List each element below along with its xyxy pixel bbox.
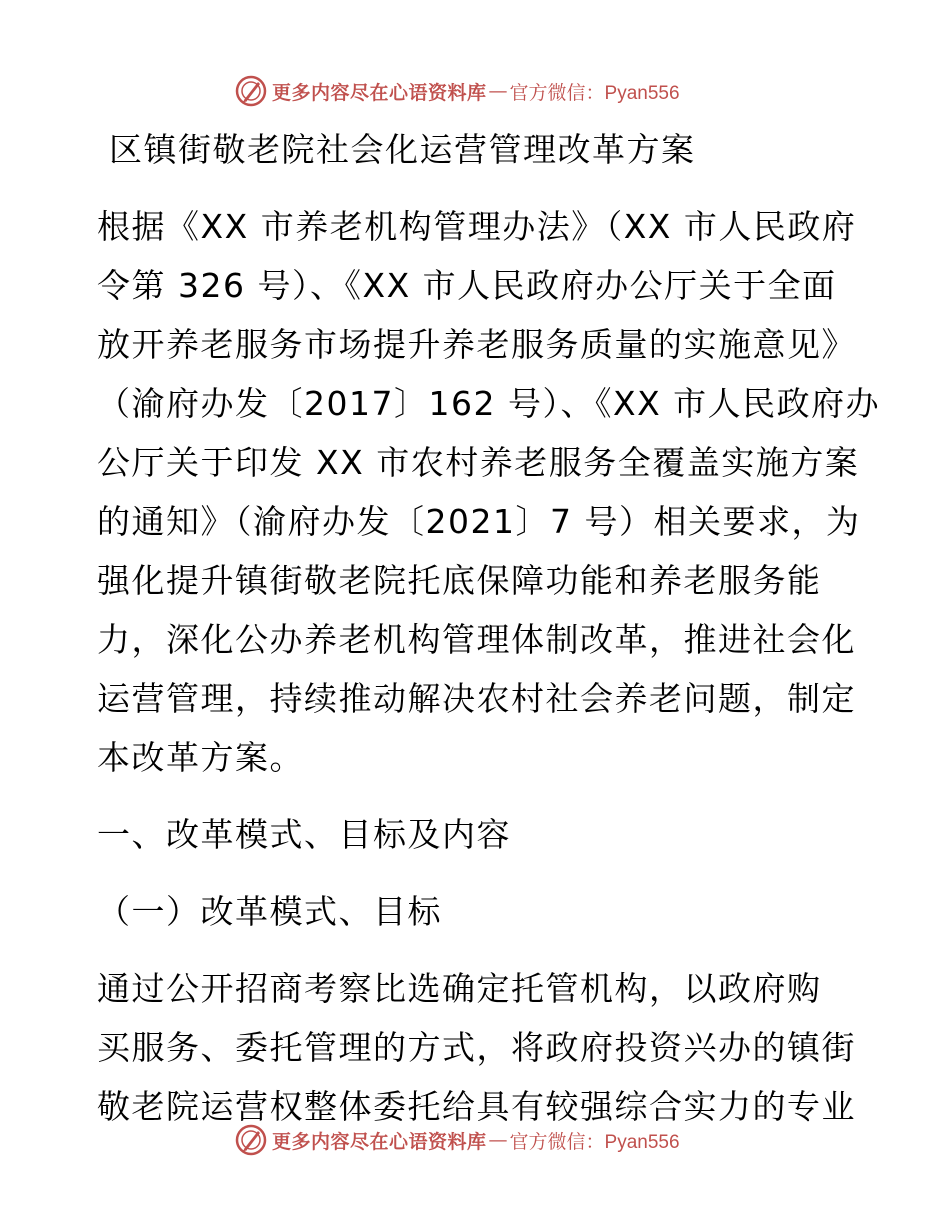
paragraph-line: 本改革方案。	[97, 738, 304, 777]
paragraph-line: 力，深化公办养老机构管理体制改革，推进社会化	[97, 620, 856, 659]
paragraph-line: 通过公开招商考察比选确定托管机构，以政府购	[97, 969, 822, 1008]
subsection-heading: （一）改革模式、目标	[97, 892, 442, 931]
document-body	[97, 120, 881, 1136]
watermark-contact: 官方微信：Pyan556	[509, 82, 680, 104]
watermark-separator: —	[488, 80, 508, 102]
paragraph-intro	[97, 197, 881, 787]
section-heading: 一、改革模式、目标及内容	[97, 815, 511, 854]
paragraph-line: 敬老院运营权整体委托给具有较强综合实力的专业	[97, 1087, 856, 1126]
watermark-header	[234, 72, 680, 110]
watermark-text: 更多内容尽在心语资料库	[272, 81, 487, 104]
document-title: 区镇街敬老院社会化运营管理改革方案	[109, 130, 696, 169]
paragraph-line: 买服务、委托管理的方式，将政府投资兴办的镇街	[97, 1028, 856, 1067]
paragraph-line: （渝府办发〔2017〕162 号）、《XX 市人民政府办	[97, 384, 881, 423]
paragraph-line: 强化提升镇街敬老院托底保障功能和养老服务能	[97, 561, 822, 600]
paragraph-reform-mode	[97, 959, 857, 1136]
paragraph-line: 运营管理，持续推动解决农村社会养老问题，制定	[97, 679, 856, 718]
paragraph-line: 令第 326 号）、《XX 市人民政府办公厅关于全面	[97, 266, 837, 305]
paragraph-line: 的通知》（渝府办发〔2021〕7 号）相关要求，为	[97, 502, 861, 541]
watermark-contact: 官方微信：Pyan556	[509, 1131, 680, 1153]
watermark-separator: —	[488, 1129, 508, 1151]
paragraph-line: 公厅关于印发 XX 市农村养老服务全覆盖实施方案	[97, 443, 860, 482]
paragraph-line: 根据《XX 市养老机构管理办法》（XX 市人民政府	[97, 207, 857, 246]
quill-logo-icon	[234, 74, 268, 108]
quill-logo-icon	[234, 1123, 268, 1157]
paragraph-line: 放开养老服务市场提升养老服务质量的实施意见》	[97, 325, 856, 364]
watermark-footer	[234, 1121, 680, 1159]
watermark-text: 更多内容尽在心语资料库	[272, 1130, 487, 1153]
